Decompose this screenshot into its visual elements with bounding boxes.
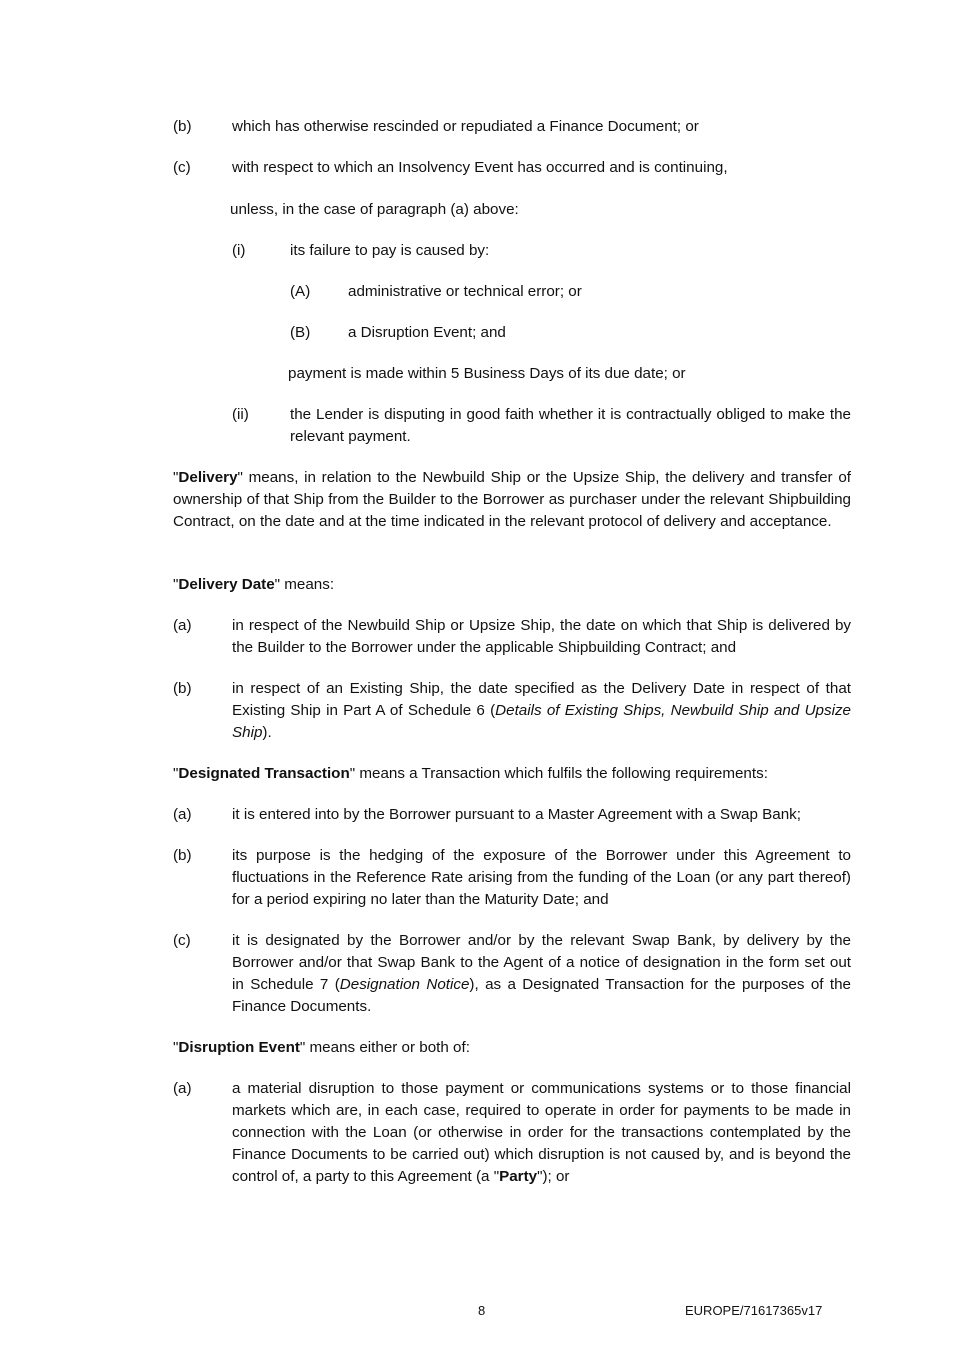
list-label: (b) <box>173 680 192 697</box>
list-text: a material disruption to those payment or communications systems or to those financial markets which are, in each case, required to operate in order for payments to be made in connection with the Loan (or otherwise in order for the transactions contemplated by the Finance Documents to be carried out) which disruption is not caused by, and is beyond the control of, a party to this Agreement (a "Party"); or <box>232 1080 851 1185</box>
list-label: (a) <box>173 1080 192 1097</box>
list-text: with respect to which an Insolvency Event has occurred and is continuing, <box>232 159 728 176</box>
document-reference: EUROPE/71617365v17 <box>685 1303 823 1318</box>
list-label: (b) <box>173 847 192 864</box>
list-label: (a) <box>173 806 192 823</box>
page-number: 8 <box>478 1303 486 1318</box>
defined-term: Disruption Event <box>178 1039 300 1056</box>
paragraph: payment is made within 5 Business Days of its due date; or <box>288 365 686 382</box>
definition-disruption-event: "Disruption Event" means either or both of: <box>173 1039 470 1056</box>
list-label: (ii) <box>232 406 249 423</box>
list-text: the Lender is disputing in good faith whether it is contractually obliged to make the relevant payment. <box>290 406 851 445</box>
list-text: its failure to pay is caused by: <box>290 242 490 259</box>
definition-delivery-date: "Delivery Date" means: <box>173 576 335 593</box>
defined-term: Delivery Date <box>178 576 275 593</box>
list-text: in respect of an Existing Ship, the date specified as the Delivery Date in respect of that Existing Ship in Part A of Schedule 6 (Details of Existing Ships, Newbuild Ship and Upsize Ship). <box>232 680 851 741</box>
list-label: (i) <box>232 242 246 259</box>
list-label: (c) <box>173 159 191 176</box>
list-label: (A) <box>290 283 311 300</box>
list-text: administrative or technical error; or <box>348 283 582 300</box>
list-label: (c) <box>173 932 191 949</box>
list-text: its purpose is the hedging of the exposure of the Borrower under this Agreement to fluctuations in the Reference Rate arising from the funding of the Loan (or any part thereof) for a period expiring no later than the Maturity Date; and <box>232 847 851 908</box>
list-label: (a) <box>173 617 192 634</box>
defined-term: Delivery <box>178 469 238 486</box>
list-label: (b) <box>173 118 192 135</box>
defined-term: Designated Transaction <box>178 765 350 782</box>
paragraph: unless, in the case of paragraph (a) above: <box>230 201 519 218</box>
list-label: (B) <box>290 324 311 341</box>
list-text: it is entered into by the Borrower pursuant to a Master Agreement with a Swap Bank; <box>232 806 801 823</box>
list-text: in respect of the Newbuild Ship or Upsize Ship, the date on which that Ship is delivered by the Builder to the Borrower under the applicable Shipbuilding Contract; and <box>232 617 851 656</box>
list-text: which has otherwise rescinded or repudiated a Finance Document; or <box>232 118 699 135</box>
list-text: a Disruption Event; and <box>348 324 506 341</box>
definition-delivery: "Delivery" means, in relation to the Newbuild Ship or the Upsize Ship, the delivery and transfer of ownership of that Ship from the Builder to the Borrower as purchaser under the relevant Shipbuilding Contract, on the date and at the time indicated in the relevant protocol of delivery and acceptance. <box>173 469 851 530</box>
definition-designated-transaction: "Designated Transaction" means a Transaction which fulfils the following requirements: <box>173 765 768 782</box>
list-text: it is designated by the Borrower and/or by the relevant Swap Bank, by delivery by the Borrower and/or that Swap Bank to the Agent of a notice of designation in the form set out in Schedule 7 (Designation Notice), as a Designated Transaction for the purposes of the Finance Documents. <box>232 932 851 1015</box>
